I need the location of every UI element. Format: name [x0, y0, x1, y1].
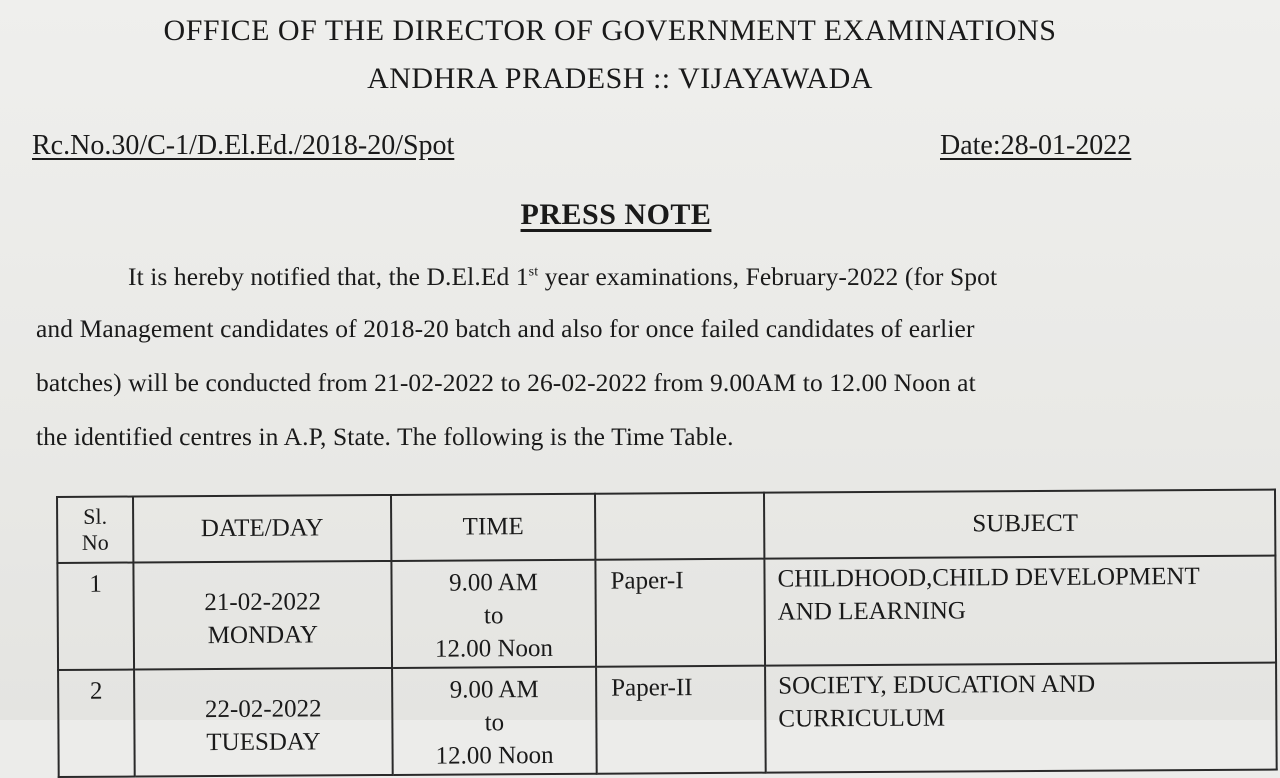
body-line-2: and Management candidates of 2018-20 batch and also for once failed candidates of earlier — [36, 314, 975, 343]
row-time-to: 12.00 Noon — [434, 634, 554, 663]
table-header-row — [57, 490, 1275, 563]
row-day: MONDAY — [207, 621, 319, 650]
row-time-cell — [392, 667, 597, 775]
table-row — [58, 663, 1277, 777]
header-sl: Sl. — [83, 503, 108, 529]
row-subject-line1: CHILDHOOD,CHILD DEVELOPMENT — [777, 563, 1200, 593]
row-time-from: 9.00 AM — [449, 676, 539, 704]
row-paper-cell — [595, 559, 765, 667]
header-time: TIME — [391, 494, 595, 561]
row-subject-cell — [764, 556, 1276, 666]
office-heading: OFFICE OF THE DIRECTOR OF GOVERNMENT EXAMINATIONS — [163, 14, 1057, 47]
row-date: 22-02-2022 — [204, 695, 322, 724]
office-location: ANDHRA PRADESH :: VIJAYAWADA — [367, 62, 873, 95]
row-sl: 1 — [89, 570, 102, 598]
row-subject-line2: CURRICULUM — [778, 704, 946, 733]
reference-number: Rc.No.30/C-1/D.El.Ed./2018-20/Spot — [32, 130, 455, 161]
row-subject-line2: AND LEARNING — [777, 597, 966, 626]
row-sl-cell — [57, 563, 134, 670]
body-line-4: the identified centres in A.P, State. The following is the Time Table. — [36, 422, 734, 451]
row-day: TUESDAY — [206, 728, 321, 757]
row-time-to: 12.00 Noon — [435, 741, 554, 770]
row-subject-cell — [765, 663, 1277, 773]
row-date-cell — [134, 668, 393, 777]
time-table — [56, 489, 1278, 778]
body-line-1-start: It is hereby notified that, the D.El.Ed 1 — [128, 262, 529, 291]
header-sl-no — [57, 497, 133, 563]
press-note-title: PRESS NOTE — [520, 198, 712, 231]
body-line-1 — [128, 262, 1196, 292]
body-line-3: batches) will be conducted from 21-02-2022 to 26-02-2022 from 9.00AM to 12.00 Noon at — [36, 368, 976, 397]
row-sl-cell — [58, 670, 135, 777]
row-subject-line1: SOCIETY, EDUCATION AND — [778, 670, 1096, 700]
header-paper — [595, 493, 764, 560]
row-sl: 2 — [89, 677, 103, 705]
table-row — [57, 556, 1276, 670]
row-paper: Paper-I — [610, 567, 684, 595]
ordinal-superscript: st — [528, 264, 539, 280]
row-time-from: 9.00 AM — [449, 569, 539, 597]
row-time-to-word: to — [483, 602, 504, 630]
row-time-to-word: to — [484, 709, 505, 737]
row-date-cell — [133, 561, 392, 670]
header-date-day: DATE/DAY — [133, 495, 391, 563]
header-subject: SUBJECT — [764, 490, 1275, 559]
row-time-cell — [391, 560, 596, 668]
row-paper-cell — [596, 666, 766, 774]
header-no: No — [81, 529, 109, 555]
row-paper: Paper-II — [611, 674, 693, 702]
body-line-1-end: year examinations, February-2022 (for Spot — [538, 262, 998, 291]
reference-date: Date:28-01-2022 — [940, 130, 1132, 161]
row-date: 21-02-2022 — [204, 588, 322, 617]
